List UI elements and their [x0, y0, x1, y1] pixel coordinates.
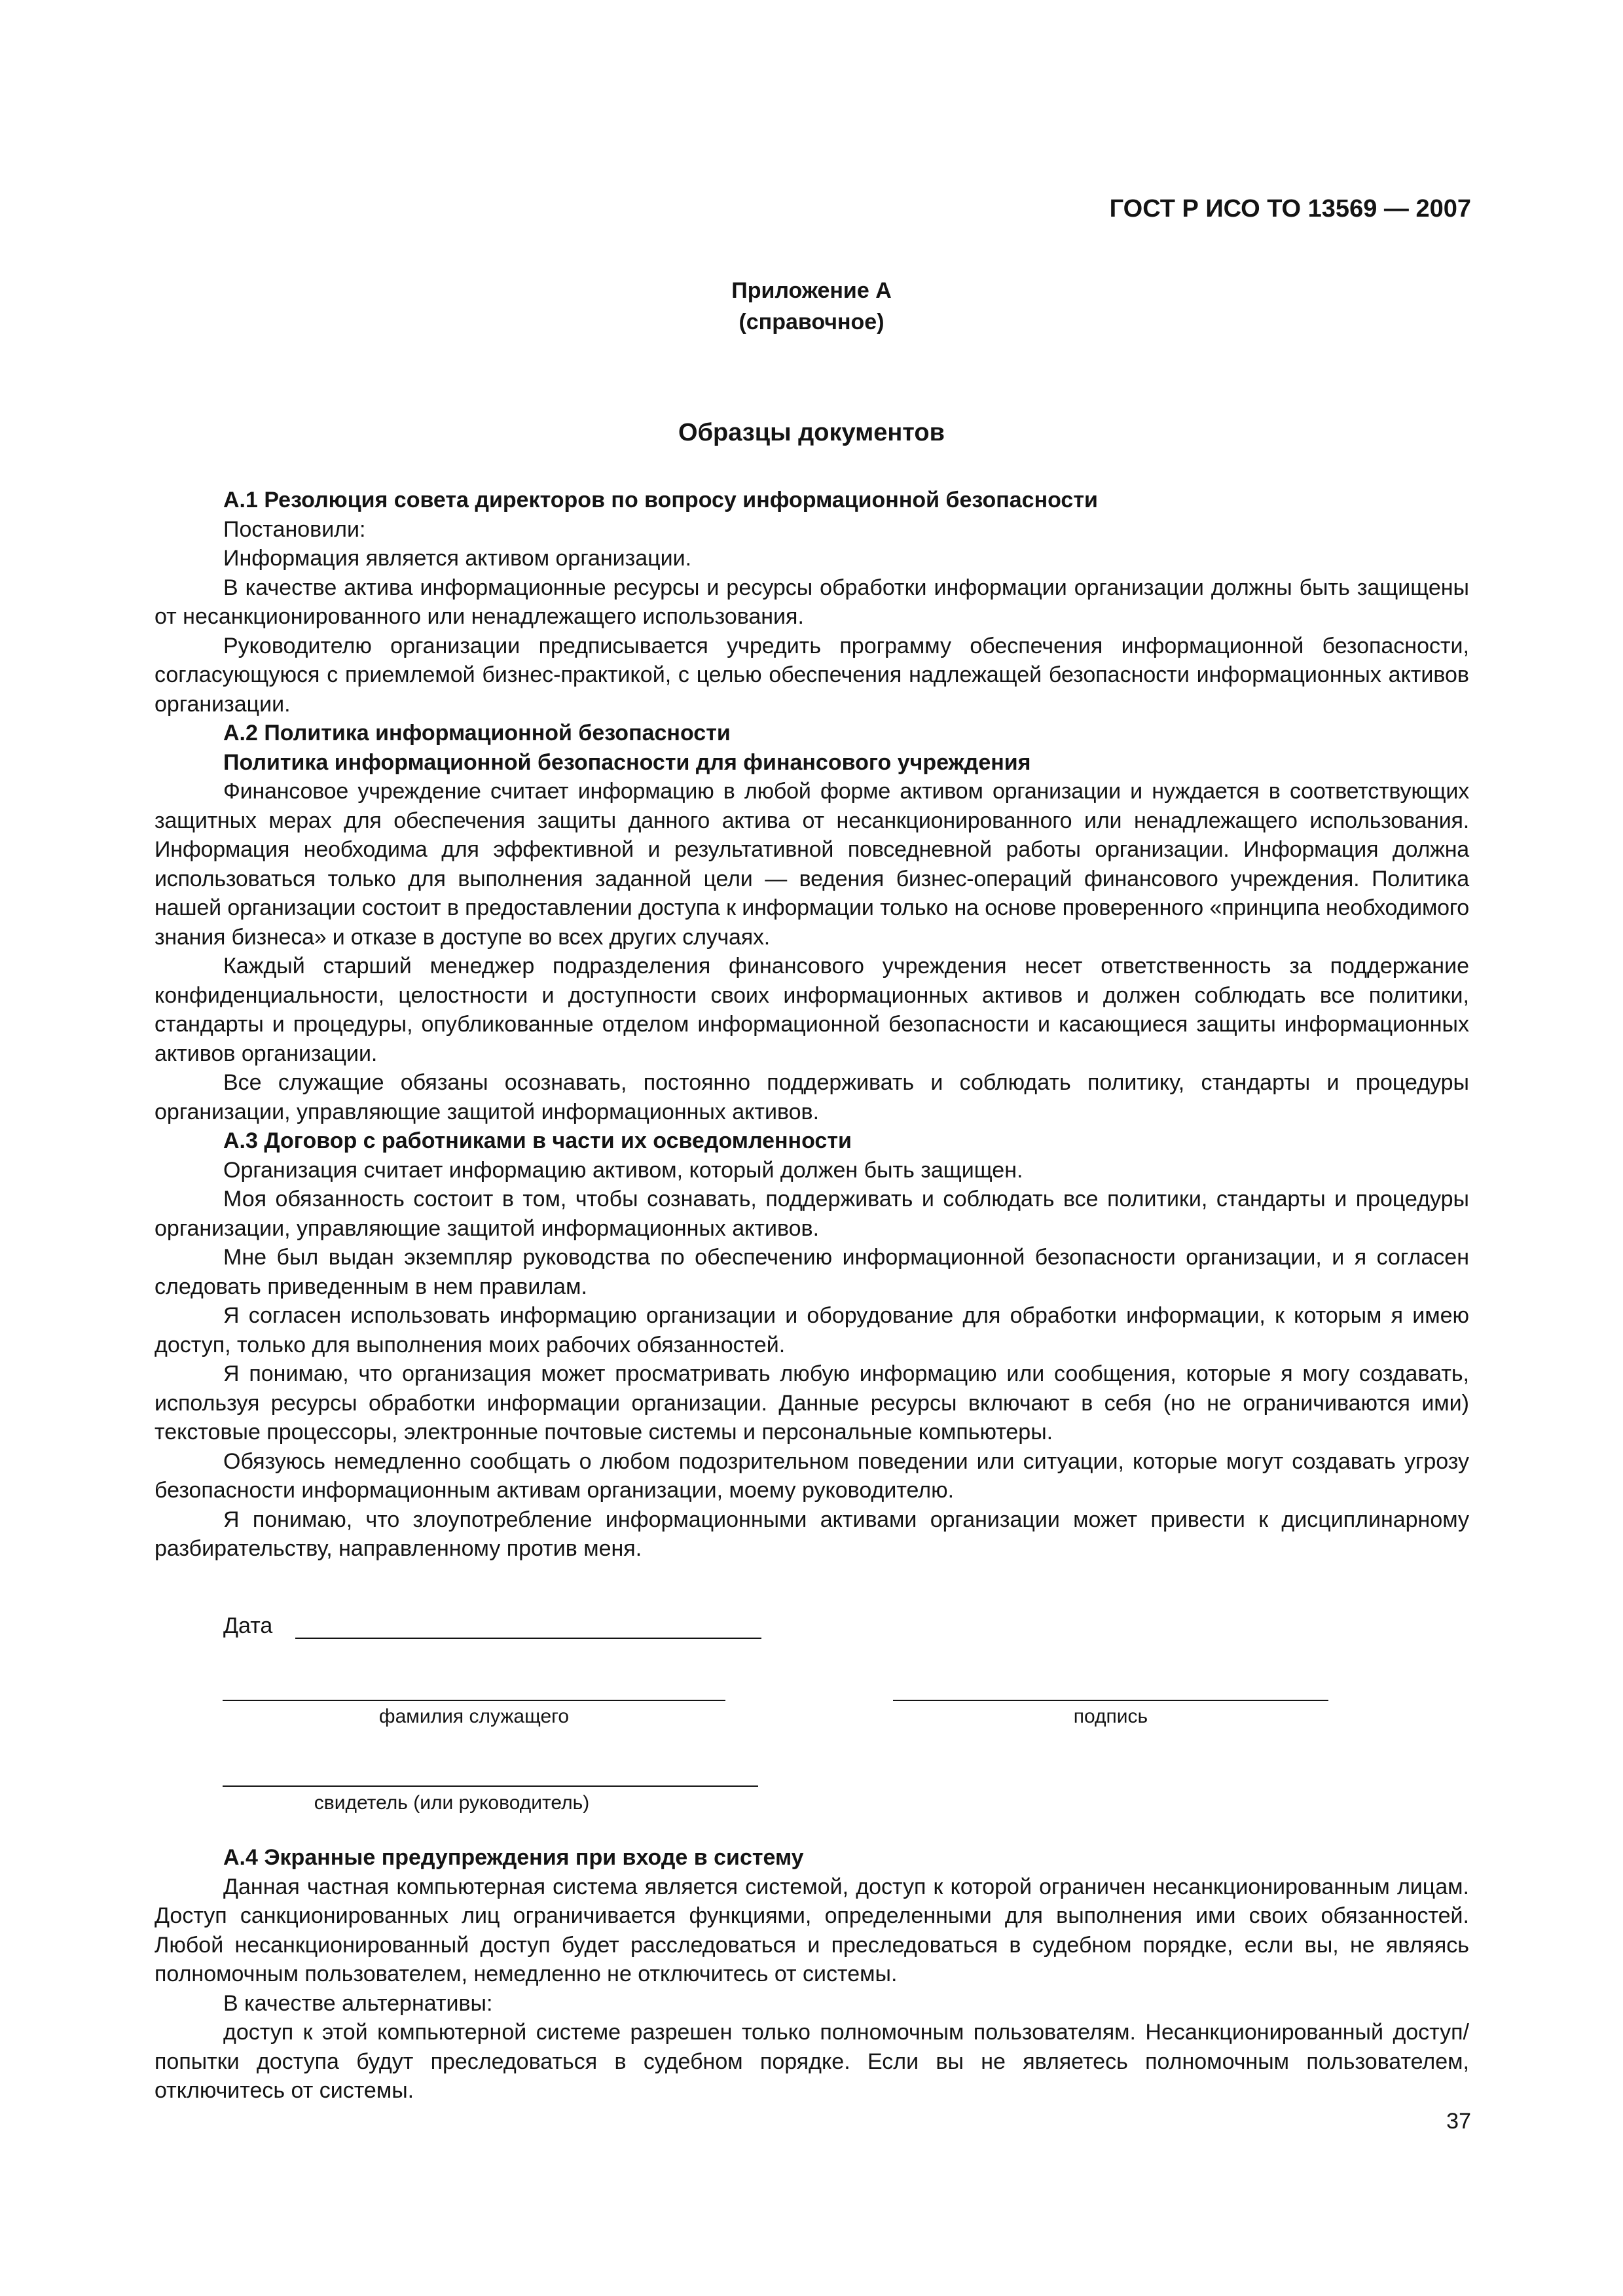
- section-a3-paragraph: Мне был выдан экземпляр руководства по обеспечению информационной безопасности организации, и я согласен следовать приведенным в нем правилам.: [155, 1245, 1469, 1299]
- document-body: [155, 486, 1469, 1564]
- section-a2-paragraph: Каждый старший менеджер подразделения финансового учреждения несет ответственность за поддержание конфиденциальности, целостности и доступности своих информационных активов и должен соблюдать все политики, стандарты и процедуры, опубликованные отделом информационной безопасности и касающиеся защиты информационных активов организации.: [155, 954, 1469, 1066]
- section-a1-paragraph: Руководителю организации предписывается учредить программу обеспечения информационной безопасности, согласующуюся с приемлемой бизнес-практикой, с целью обеспечения надлежащей безопасности информационных активов организации.: [155, 633, 1469, 717]
- witness-caption: свидетель (или руководитель): [314, 1792, 590, 1814]
- section-a4: [155, 1843, 1469, 2106]
- section-a3-paragraph: Моя обязанность состоит в том, чтобы сознавать, поддерживать и соблюдать все политики, стандарты и процедуры организации, управляющие защитой информационных активов.: [155, 1187, 1469, 1241]
- witness-line: [223, 1785, 758, 1787]
- section-a3-paragraph: Я согласен использовать информацию организации и оборудование для обработки информации, к которым я имею доступ, только для выполнения моих рабочих обязанностей.: [155, 1303, 1469, 1357]
- section-a3-heading: А.3 Договор с работниками в части их осведомленности: [223, 1128, 852, 1153]
- section-a3-paragraph: Я понимаю, что организация может просматривать любую информацию или сообщения, которые я могу создавать, используя ресурсы обработки информации организации. Данные ресурсы включают в себя (но не ограничиваются ими) текстовые процессоры, электронные почтовые системы и персональные компьютеры.: [155, 1361, 1469, 1444]
- signature-line: [893, 1700, 1328, 1701]
- section-a1-heading: А.1 Резолюция совета директоров по вопросу информационной безопасности: [223, 488, 1098, 512]
- page-number: 37: [1446, 2109, 1471, 2134]
- section-a2-paragraph: Финансовое учреждение считает информацию в любой форме активом организации и нуждается в соответствующих защитных мерах для обеспечения защиты данного актива от несанкционированного или ненадлежащего использования. Информация необходима для эффективной и результативной повседневной работы организации. Информация должна использоваться только для выполнения заданной цели — ведения бизнес-операций финансового учреждения. Политика нашей организации состоит в предоставлении доступа к информации только на основе проверенного «принципа необходимого знания бизнеса» и отказе в доступе во всех других случаях.: [155, 779, 1469, 950]
- annex-type: (справочное): [739, 310, 884, 334]
- date-label: Дата: [223, 1613, 273, 1638]
- section-a1-paragraph: Постановили:: [223, 516, 366, 542]
- section-a4-paragraph: Данная частная компьютерная система является системой, доступ к которой ограничен несанкционированным лицам. Доступ санкционированных лиц ограничивается функциями, определенными для выполнения ими своих обязанностей. Любой несанкционированный доступ будет расследоваться и преследоваться в судебном порядке, если вы, не являясь полномочным пользователем, немедленно не отключитесь от системы.: [155, 1874, 1469, 1986]
- section-a2-heading: А.2 Политика информационной безопасности: [223, 721, 731, 745]
- section-a2-subheading: Политика информационной безопасности для финансового учреждения: [223, 749, 1031, 775]
- signature-caption: подпись: [1073, 1706, 1148, 1727]
- standard-header: ГОСТ Р ИСО ТО 13569 — 2007: [1109, 195, 1471, 223]
- annex-heading: [0, 275, 1623, 338]
- section-a1-paragraph: В качестве актива информационные ресурсы и ресурсы обработки информации организации должны быть защищены от несанкционированного или ненадлежащего использования.: [155, 575, 1469, 629]
- employee-name-caption: фамилия служащего: [378, 1706, 570, 1727]
- section-a4-heading: А.4 Экранные предупреждения при входе в систему: [223, 1845, 804, 1870]
- annex-title: Приложение А: [731, 278, 892, 303]
- section-a3-paragraph: Обязуюсь немедленно сообщать о любом подозрительном поведении или ситуации, которые могут создавать угрозу безопасности информационным активам организации, моему руководителю.: [155, 1448, 1469, 1503]
- date-line: [295, 1638, 761, 1639]
- section-a2-paragraph: Все служащие обязаны осознавать, постоянно поддерживать и соблюдать политику, стандарты и процедуры организации, управляющие защитой информационных активов.: [155, 1070, 1469, 1124]
- section-a3-paragraph: Я понимаю, что злоупотребление информационными активами организации может привести к дисциплинарному разбирательству, направленному против меня.: [155, 1507, 1469, 1561]
- section-a1-paragraph: Информация является активом организации.: [223, 546, 692, 571]
- section-a4-paragraph: В качестве альтернативы:: [223, 1990, 493, 2016]
- document-title: Образцы документов: [678, 419, 945, 446]
- employee-name-line: [223, 1700, 725, 1701]
- section-a3-paragraph: Организация считает информацию активом, который должен быть защищен.: [223, 1157, 1023, 1183]
- section-a4-paragraph: доступ к этой компьютерной системе разрешен только полномочным пользователям. Несанкционированный доступ/попытки доступа будут преследоваться в судебном порядке. Если вы не являетесь полномочным пользователем, отключитесь от системы.: [155, 2020, 1469, 2103]
